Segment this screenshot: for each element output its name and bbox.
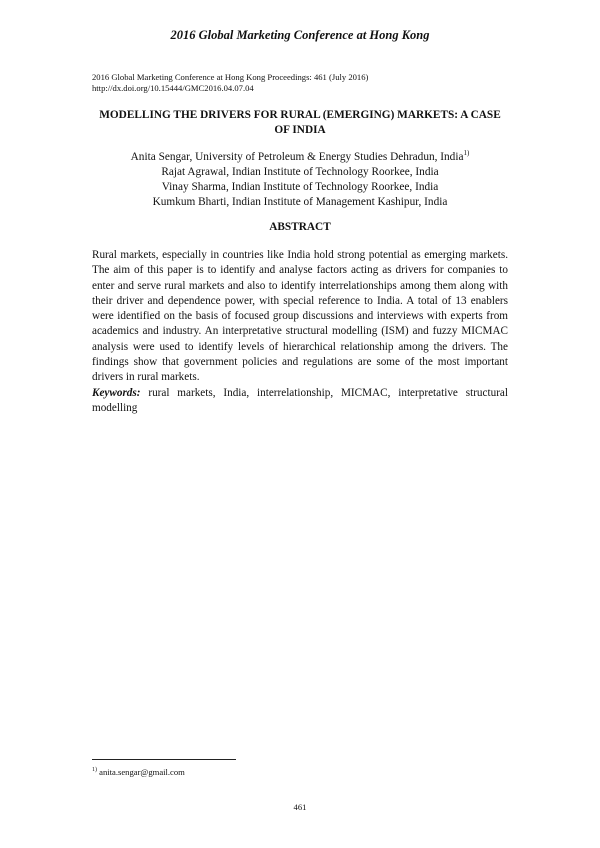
author-list bbox=[92, 150, 508, 210]
page-number: 461 bbox=[293, 802, 307, 812]
footnote-divider bbox=[92, 759, 236, 760]
footnote-email[interactable]: anita.sengar@gmail.com bbox=[97, 766, 185, 777]
keywords-text: rural markets, India, interrelationship, MICMAC, interpretative structural modelling bbox=[92, 387, 508, 415]
proceedings-info bbox=[92, 72, 368, 94]
author-line: Kumkum Bharti, Indian Institute of Management Kashipur, India bbox=[152, 196, 448, 208]
author-line: Vinay Sharma, Indian Institute of Technology Roorkee, India bbox=[161, 181, 439, 193]
paper-title: MODELLING THE DRIVERS FOR RURAL (EMERGING) MARKETS: A CASE OF INDIA bbox=[99, 109, 501, 136]
author-text: Anita Sengar, University of Petroleum & Energy Studies Dehradun, India bbox=[130, 151, 464, 163]
footnote bbox=[92, 765, 185, 778]
abstract-heading: ABSTRACT bbox=[269, 221, 331, 233]
footnote-mark: 1) bbox=[463, 149, 470, 158]
keywords bbox=[92, 386, 508, 417]
doi-link[interactable]: http://dx.doi.org/10.15444/GMC2016.04.07.04 bbox=[92, 83, 254, 93]
proceedings-citation: 2016 Global Marketing Conference at Hong Kong Proceedings: 461 (July 2016) bbox=[92, 72, 369, 82]
author-line: Rajat Agrawal, Indian Institute of Technology Roorkee, India bbox=[161, 166, 439, 178]
footnote-mark: 1) bbox=[92, 767, 97, 773]
author-line bbox=[92, 150, 508, 165]
abstract-body: Rural markets, especially in countries like India hold strong potential as emerging markets. The aim of this paper is to identify and analyse factors acting as drivers for companies to enter and serve rural markets and also to identify interrelationships among them along with their driver and dependence power, with special reference to India. A total of 13 enablers were identified on the basis of focused group discussions and interviews with experts from academics and industry. An interpretative structural modelling (ISM) and fuzzy MICMAC analysis were used to identify levels of hierarchical relationship among the drivers. The findings show that government policies and regulations are some of the most important drivers in rural markets. bbox=[92, 249, 508, 384]
running-head: 2016 Global Marketing Conference at Hong Kong bbox=[170, 28, 430, 42]
keywords-label: Keywords: bbox=[92, 387, 141, 399]
